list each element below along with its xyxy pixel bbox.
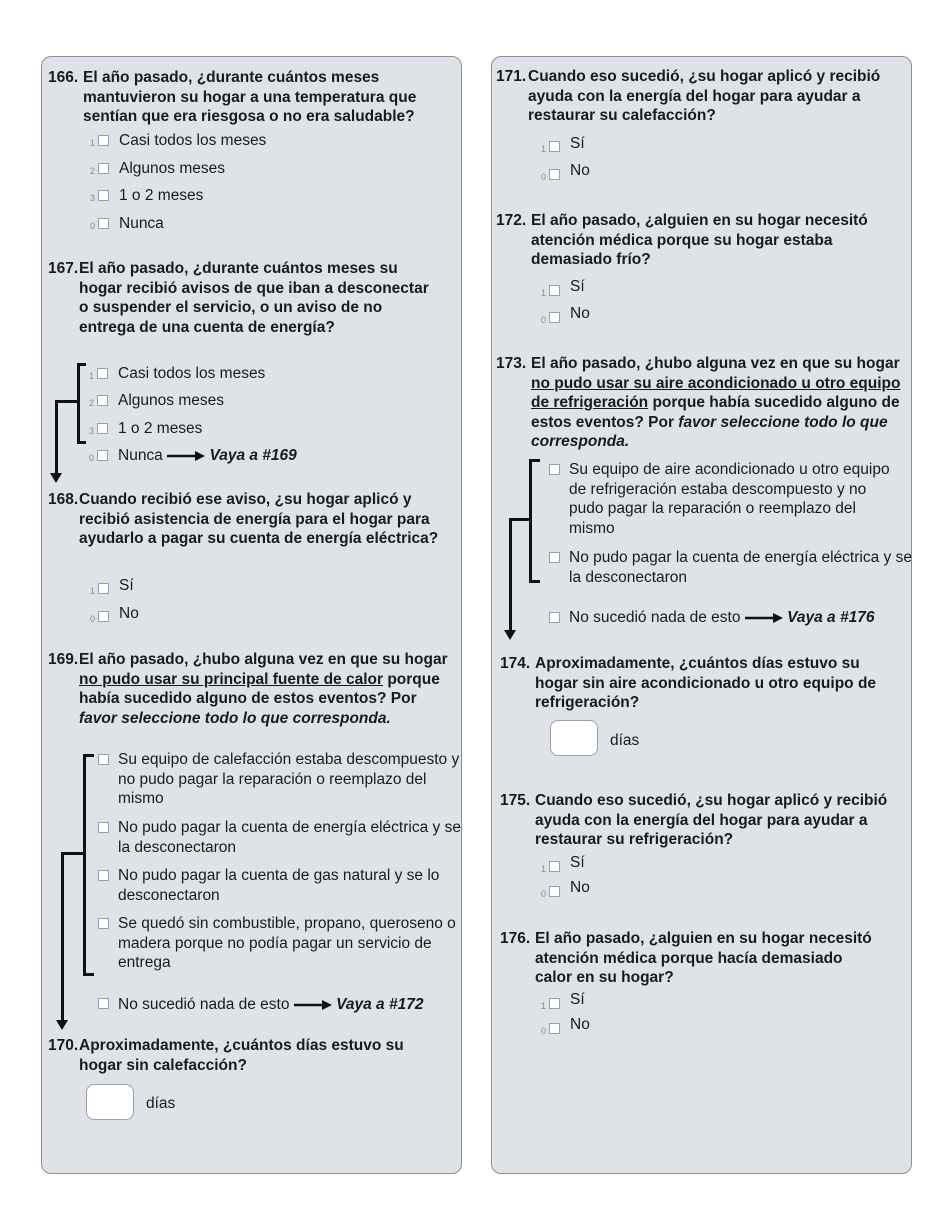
question-number: 169. xyxy=(48,651,79,668)
option-label xyxy=(569,608,874,628)
skip-line xyxy=(61,852,64,1020)
option-label: No xyxy=(570,879,590,896)
option-label: Sí xyxy=(570,135,585,152)
days-input[interactable] xyxy=(550,720,598,756)
checkbox[interactable] xyxy=(98,135,109,146)
question-number: 167. xyxy=(48,260,79,277)
option-code: 1 xyxy=(541,1001,547,1011)
question-text-italic: favor seleccione todo lo que corresponda. xyxy=(531,413,888,450)
option-label: 1 o 2 meses xyxy=(118,420,203,437)
checkbox[interactable] xyxy=(549,861,560,872)
option-text: No sucedió nada de esto xyxy=(569,609,741,626)
skip-arrowhead xyxy=(504,630,516,640)
checkbox[interactable] xyxy=(98,611,109,622)
question-text-underlined: no pudo usar su aire acondicionado u otro equipo de refrigeración xyxy=(531,374,901,411)
question-number: 166. xyxy=(48,69,79,86)
question-number: 172. xyxy=(496,212,527,229)
question-text: Cuando eso sucedió, ¿su hogar aplicó y recibió ayuda con la energía del hogar para ayudar a restaurar su calefacción? xyxy=(528,68,881,124)
checkbox[interactable] xyxy=(549,312,560,323)
option-label: Algunos meses xyxy=(119,160,225,177)
option-label: No xyxy=(570,1016,590,1033)
option-code: 2 xyxy=(89,398,95,408)
question-number: 173. xyxy=(496,355,527,372)
question-text: Aproximadamente, ¿cuántos días estuvo su hogar sin calefacción? xyxy=(79,1037,404,1074)
option-code: 2 xyxy=(90,166,96,176)
option-label: 1 o 2 meses xyxy=(119,187,204,204)
checkbox[interactable] xyxy=(549,552,560,563)
option-code: 0 xyxy=(541,172,547,182)
question-number: 176. xyxy=(500,930,531,947)
option-label: No xyxy=(119,605,139,622)
question-text: Cuando recibió ese aviso, ¿su hogar aplicó y recibió asistencia de energía para el hogar para ayudarlo a pagar su cuenta de energía eléctrica? xyxy=(79,491,439,547)
skip-bracket xyxy=(77,363,86,444)
question-text: El año pasado, ¿alguien en su hogar necesitó atención médica porque hacía demasiado calor en su hogar? xyxy=(535,930,872,986)
days-input[interactable] xyxy=(86,1084,134,1120)
option-text: Nunca xyxy=(118,447,163,464)
skip-connector xyxy=(63,852,85,855)
arrow-right-icon xyxy=(745,613,783,623)
option-label: No xyxy=(570,162,590,179)
option-label: No xyxy=(570,305,590,322)
option-label: No pudo pagar la cuenta de gas natural y se lo desconectaron xyxy=(118,867,440,904)
option-label: Su equipo de calefacción estaba descompuesto y no pudo pagar la reparación o reemplazo del mismo xyxy=(118,751,460,807)
option-code: 1 xyxy=(541,144,547,154)
option-code: 0 xyxy=(541,1026,547,1036)
skip-instruction: Vaya a #176 xyxy=(787,609,875,626)
option-code: 1 xyxy=(90,138,96,148)
option-code: 1 xyxy=(541,864,547,874)
skip-connector xyxy=(56,400,80,403)
checkbox[interactable] xyxy=(549,464,560,475)
checkbox[interactable] xyxy=(549,886,560,897)
option-code: 0 xyxy=(89,453,95,463)
skip-instruction: Vaya a #169 xyxy=(209,447,297,464)
option-label: Nunca xyxy=(119,215,164,232)
checkbox[interactable] xyxy=(98,822,109,833)
checkbox[interactable] xyxy=(549,612,560,623)
question-text: Cuando eso sucedió, ¿su hogar aplicó y recibió ayuda con la energía del hogar para ayudar a restaurar su refrigeración? xyxy=(535,792,888,848)
option-code: 1 xyxy=(89,371,95,381)
checkbox[interactable] xyxy=(549,285,560,296)
question-number: 171. xyxy=(496,68,527,85)
question-text-part: El año pasado, ¿hubo alguna vez en que su hogar xyxy=(79,651,448,668)
option-code: 3 xyxy=(90,193,96,203)
skip-bracket xyxy=(83,754,94,976)
option-label: Sí xyxy=(570,854,585,871)
checkbox[interactable] xyxy=(97,395,108,406)
checkbox[interactable] xyxy=(549,141,560,152)
question-number: 168. xyxy=(48,491,79,508)
option-text: No sucedió nada de esto xyxy=(118,996,290,1013)
checkbox[interactable] xyxy=(98,218,109,229)
checkbox[interactable] xyxy=(549,998,560,1009)
question-text-underlined: no pudo usar su principal fuente de calor xyxy=(79,670,384,688)
option-label xyxy=(118,995,423,1015)
question-number: 170. xyxy=(48,1037,79,1054)
question-text xyxy=(79,650,449,728)
option-label: Casi todos los meses xyxy=(118,365,266,382)
option-label: Sí xyxy=(119,577,134,594)
option-label: Su equipo de aire acondicionado u otro equipo de refrigeración estaba descompuesto y no pudo pagar la reparación o reemplazo del mismo xyxy=(569,461,890,537)
checkbox[interactable] xyxy=(549,1023,560,1034)
checkbox[interactable] xyxy=(97,423,108,434)
option-label: Se quedó sin combustible, propano, queroseno o madera porque no podía pagar un servicio de entrega xyxy=(118,915,456,971)
option-label: Sí xyxy=(570,278,585,295)
option-code: 0 xyxy=(90,614,96,624)
skip-instruction: Vaya a #172 xyxy=(336,996,424,1013)
checkbox[interactable] xyxy=(98,918,109,929)
days-label: días xyxy=(146,1095,176,1112)
checkbox[interactable] xyxy=(97,368,108,379)
option-label: Casi todos los meses xyxy=(119,132,267,149)
question-number: 174. xyxy=(500,655,531,672)
checkbox[interactable] xyxy=(98,870,109,881)
skip-line xyxy=(509,518,512,630)
question-text: El año pasado, ¿alguien en su hogar necesitó atención médica porque su hogar estaba demasiado frío? xyxy=(531,212,868,268)
question-text-italic: favor seleccione todo lo que corresponda. xyxy=(79,709,391,727)
checkbox[interactable] xyxy=(98,163,109,174)
question-text: El año pasado, ¿durante cuántos meses su hogar recibió avisos de que iban a desconectar o suspender el servicio, o un aviso de no entrega de una cuenta de energía? xyxy=(79,260,429,336)
option-code: 1 xyxy=(90,586,96,596)
skip-arrowhead xyxy=(50,473,62,483)
option-label: No pudo pagar la cuenta de energía eléctrica y se la desconectaron xyxy=(569,549,912,586)
option-label: No pudo pagar la cuenta de energía eléctrica y se la desconectaron xyxy=(118,819,461,856)
question-text: El año pasado, ¿durante cuántos meses mantuvieron su hogar a una temperatura que sentían que era riesgosa o no era saludable? xyxy=(83,69,417,125)
checkbox[interactable] xyxy=(98,190,109,201)
arrow-right-icon xyxy=(167,451,205,461)
checkbox[interactable] xyxy=(98,754,109,765)
option-code: 1 xyxy=(541,288,547,298)
option-code: 0 xyxy=(541,315,547,325)
option-code: 3 xyxy=(89,426,95,436)
option-label xyxy=(118,446,297,466)
question-number: 175. xyxy=(500,792,531,809)
skip-arrowhead xyxy=(56,1020,68,1030)
option-code: 0 xyxy=(541,889,547,899)
checkbox[interactable] xyxy=(97,450,108,461)
question-text-part: porque había sucedido alguno de estos eventos? Por xyxy=(79,670,440,707)
skip-bracket xyxy=(529,459,540,583)
skip-connector xyxy=(511,518,531,521)
question-text xyxy=(531,354,901,452)
question-text-part: El año pasado, ¿hubo alguna vez en que su hogar xyxy=(531,355,900,372)
checkbox[interactable] xyxy=(98,998,109,1009)
question-text: Aproximadamente, ¿cuántos días estuvo su hogar sin aire acondicionado u otro equipo de refrigeración? xyxy=(535,655,877,711)
checkbox[interactable] xyxy=(549,169,560,180)
days-label: días xyxy=(610,732,640,749)
checkbox[interactable] xyxy=(98,583,109,594)
option-label: Algunos meses xyxy=(118,392,224,409)
option-code: 0 xyxy=(90,221,96,231)
skip-line xyxy=(55,400,58,473)
arrow-right-icon xyxy=(294,1000,332,1010)
question-text-part: porque había sucedido alguno de estos eventos? Por xyxy=(531,394,900,431)
option-label: Sí xyxy=(570,991,585,1008)
